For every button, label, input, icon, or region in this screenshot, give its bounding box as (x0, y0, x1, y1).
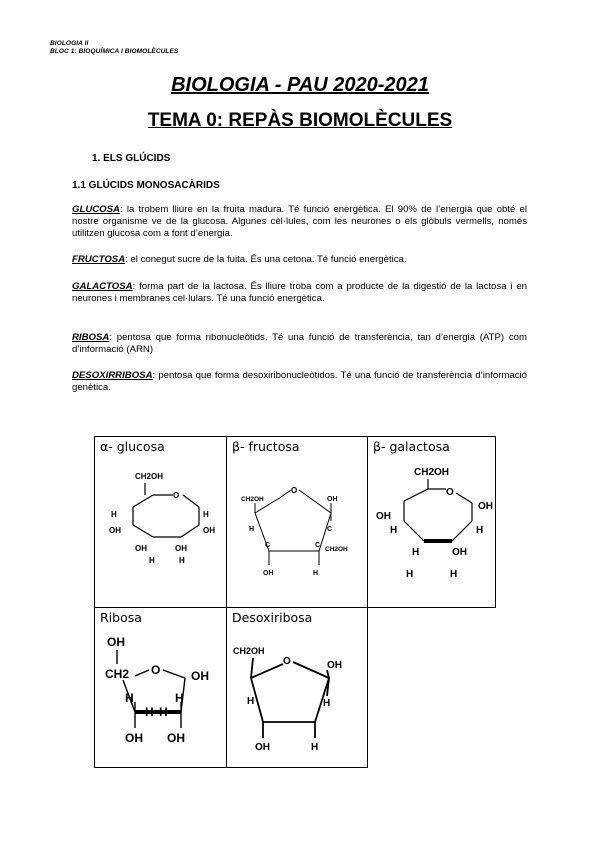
cell-label: β- fructosa (232, 439, 300, 454)
cell-desoxiribosa (226, 607, 368, 768)
label-ch2oh: CH2OH (233, 646, 265, 656)
term: DESOXIRRIBOSA (72, 370, 153, 381)
definition: : pentosa que forma desoxiribonucleòtidos. Té una funció de transferència d’informació genètica. (72, 370, 527, 393)
galactose-structure-icon (368, 457, 495, 607)
label-h: H (111, 510, 117, 519)
label-oh: OH (107, 635, 125, 649)
cell-label: β- galactosa (373, 439, 450, 454)
subsection-heading: 1.1 GLÚCIDS MONOSACÀRIDS (72, 180, 220, 191)
label-oh: OH (191, 669, 209, 683)
label-ch2oh: CH2OH (241, 496, 264, 503)
cell-label: α- glucosa (100, 439, 165, 454)
paragraph-galactosa (72, 281, 527, 305)
label-h: H (179, 556, 185, 565)
label-oh: OH (125, 731, 143, 745)
label-o: O (446, 487, 454, 498)
label-oh: OH (203, 526, 215, 535)
paragraph-glucosa (72, 204, 527, 239)
label-oh: OH (452, 547, 467, 558)
label-o: O (291, 486, 298, 495)
label-h: H (249, 526, 255, 533)
fructose-structure-icon (227, 457, 367, 607)
glucose-structure-icon (95, 457, 226, 607)
label-oh: OH (263, 570, 274, 577)
label-h: H (247, 696, 255, 707)
cell-alpha-glucosa (94, 436, 227, 608)
label-oh: OH (255, 742, 270, 753)
label-h: H (311, 742, 319, 753)
paragraph-desoxirribosa (72, 370, 527, 394)
label-h: H (203, 510, 209, 519)
header-line-1: BIOLOGIA II (50, 40, 89, 47)
label-h: H (125, 691, 134, 705)
cell-label: Ribosa (100, 610, 142, 625)
paragraph-ribosa (72, 332, 527, 356)
deoxyribose-structure-icon (227, 628, 367, 768)
label-h: H (390, 525, 398, 536)
definition: : pentosa que forma ribonucleòtids. Té una funció de transferència, tan d’energia (ATP) com d’informació (ARN) (72, 332, 527, 355)
label-oh: OH (167, 731, 185, 745)
label-ch2: CH2 (105, 667, 130, 681)
section-heading: 1. ELS GLÚCIDS (92, 153, 171, 164)
header-line-2: BLOC 1: BIOQUÍMICA I BIOMOLÈCULES (50, 48, 179, 55)
label-o: O (151, 663, 161, 677)
label-c: C (327, 526, 333, 533)
cell-ribosa (94, 607, 227, 768)
label-h: H (159, 705, 168, 719)
label-oh: OH (135, 544, 147, 553)
definition: : forma part de la lactosa. És lliure troba com a producte de la digestió de la lactosa i en neurones i membranes cel·lulars. Té una funció energètica. (72, 281, 527, 304)
page-subtitle: TEMA 0: REPÀS BIOMOLÈCULES (147, 110, 453, 131)
term: RIBOSA (72, 332, 110, 343)
label-oh: OH (175, 544, 187, 553)
label-h: H (412, 547, 420, 558)
label-oh: OH (478, 501, 493, 512)
label-o: O (173, 491, 180, 500)
label-oh: OH (327, 660, 342, 671)
label-c: C (315, 542, 321, 549)
label-h: H (450, 569, 458, 580)
label-ch2oh: CH2OH (414, 467, 450, 478)
label-h: H (149, 556, 155, 565)
cell-label: Desoxiribosa (232, 610, 313, 625)
term: FRUCTOSA (72, 254, 126, 265)
label-oh: OH (109, 526, 121, 535)
label-o: O (283, 656, 291, 667)
page-title: BIOLOGIA - PAU 2020-2021 (171, 74, 429, 96)
label-oh: OH (327, 496, 338, 503)
paragraph-fructosa (72, 254, 527, 266)
term: GLUCOSA (72, 204, 120, 215)
label-h: H (323, 698, 331, 709)
cell-beta-galactosa (367, 436, 496, 608)
label-h: H (313, 570, 319, 577)
definition: : el conegut sucre de la fuita. És una cetona. Té funció energètica. (125, 254, 407, 265)
definition: : la trobem lliure en la fruita madura. Té funció energètica. El 90% de l’energia que obté el nostre organisme ve de la glucosa. Algunes cèl·lules, com les neurones o els glòbuls vermells, només utilitzen glucosa com a font d’energia. (72, 204, 527, 239)
term: GALACTOSA (72, 281, 133, 292)
cell-beta-fructosa (226, 436, 368, 608)
label-c: C (265, 542, 271, 549)
label-h: H (175, 691, 184, 705)
label-ho: OH (376, 511, 391, 522)
label-choh: CH2OH (325, 546, 348, 553)
ribose-structure-icon (95, 628, 226, 768)
label-h: H (476, 525, 484, 536)
label-ch2oh: CH2OH (135, 472, 164, 481)
label-h: H (145, 705, 154, 719)
label-h: H (406, 569, 414, 580)
